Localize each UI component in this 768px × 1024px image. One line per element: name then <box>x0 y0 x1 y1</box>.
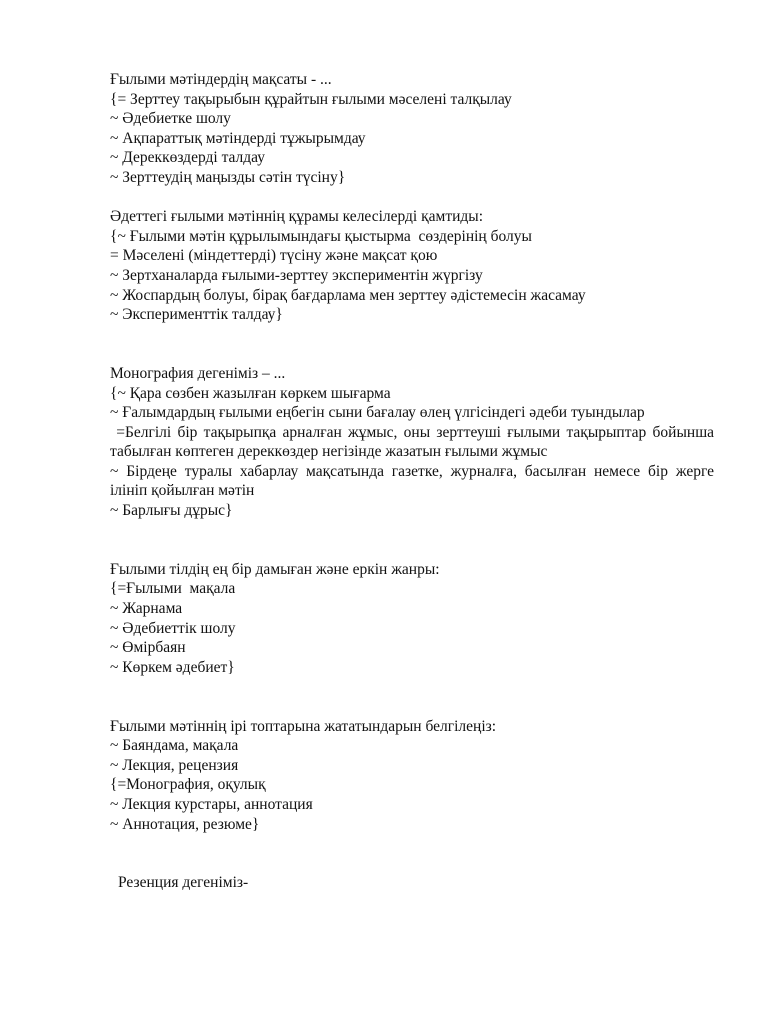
answer-option: ~ Жоспардың болуы, бірақ бағдарлама мен зерттеу әдістемесін жасамау <box>110 286 586 304</box>
question-block <box>110 717 714 835</box>
answer-option: ~ Бірдеңе туралы хабарлау мақсатында газетке, журналға, басылған немесе бір жерге ілініп қойылған мәтін <box>110 462 718 500</box>
answer-option: ~ Әдебиетке шолу <box>110 110 231 128</box>
question-text: Ғылыми мәтіннің ірі топтарына жататындарын белгілеңіз: <box>110 717 497 735</box>
question-block <box>110 364 718 521</box>
answer-option: ~ Өмірбаян <box>110 639 186 657</box>
answer-option: ~ Лекция курстары, аннотация <box>110 795 313 813</box>
answer-option: =Белгілі бір тақырыпқа арналған жұмыс, оны зерттеуші ғылыми тақырыптар бойынша табылған көптеген дереккөздер негізінде жазатын ғылыми жұмыс <box>110 423 718 461</box>
answer-option: {= Зерттеу тақырыбын құрайтын ғылыми мәселені талқылау <box>110 90 512 108</box>
answer-option: ~ Зерттеудің маңызды сәтін түсіну} <box>110 168 346 186</box>
answer-option: ~ Зертханаларда ғылыми-зерттеу экспериментін жүргізу <box>110 266 483 284</box>
answer-option: ~ Баяндама, мақала <box>110 737 239 755</box>
answer-option: {~ Қара сөзбен жазылған көркем шығарма <box>110 384 391 402</box>
question-block <box>110 70 714 188</box>
answer-option: ~ Ғалымдардың ғылыми еңбегін сыни бағалау өлең үлгісіндегі әдеби туындылар <box>110 404 645 422</box>
question-text: Резенция дегеніміз- <box>118 874 249 892</box>
answer-option: ~ Жарнама <box>110 600 183 618</box>
question-text: Ғылыми тілдің ең бір дамыған және еркін жанры: <box>110 560 440 578</box>
blank-line <box>110 188 714 208</box>
answer-option: ~ Көркем әдебиет} <box>110 658 235 676</box>
answer-option: ~ Лекция, рецензия <box>110 756 239 774</box>
answer-option: {~ Ғылыми мәтін құрылымындағы қыстырма сөздерінің болуы <box>110 227 532 245</box>
answer-option: {=Ғылыми мақала <box>110 580 236 598</box>
blank-line <box>110 677 714 716</box>
blank-line <box>110 325 714 364</box>
question-block <box>110 560 714 678</box>
question-text: Монография дегеніміз – ... <box>110 364 286 382</box>
blank-line <box>110 521 714 560</box>
answer-option: ~ Барлығы дұрыс} <box>110 502 233 520</box>
answer-option: ~ Әдебиеттік шолу <box>110 619 236 637</box>
answer-option: ~ Дереккөздерді талдау <box>110 149 266 167</box>
blank-line <box>110 834 714 854</box>
answer-option: = Мәселені (міндеттерді) түсіну және мақсат қою <box>110 247 438 265</box>
answer-option: ~ Эксперименттік талдау} <box>110 306 283 324</box>
question-block <box>110 207 714 325</box>
question-text: Ғылыми мәтіндердің мақсаты - ... <box>110 71 332 88</box>
answer-option: ~ Ақпараттық мәтіндерді тұжырымдау <box>110 129 366 147</box>
answer-option: {=Монография, оқулық <box>110 776 266 794</box>
answer-option: ~ Аннотация, резюме} <box>110 815 260 833</box>
document-page <box>110 70 718 893</box>
question-text: Әдеттегі ғылыми мәтіннің құрамы келесілерді қамтиды: <box>110 208 483 226</box>
